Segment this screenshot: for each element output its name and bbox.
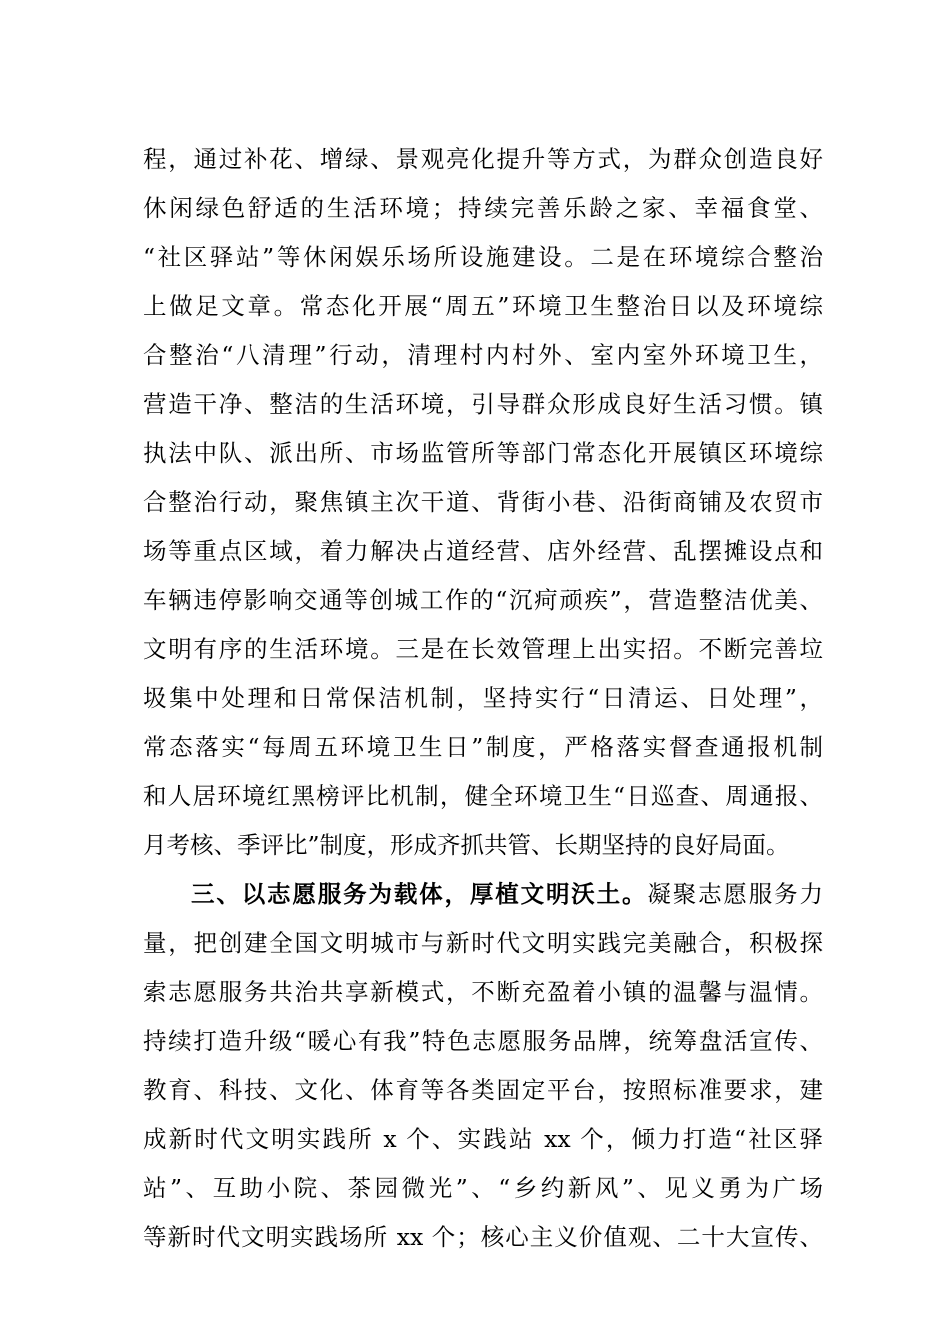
paragraph-2-line-2: 量，把创建全国文明城市与新时代文明实践完美融合，积极探 — [143, 929, 823, 957]
paragraph-1-line-12: 圾集中处理和日常保洁机制，坚持实行“日清运、日处理”， — [143, 684, 823, 712]
paragraph-2-line-6: 成新时代文明实践所 x 个、实践站 xx 个，倾力打造“社区驿 — [143, 1125, 823, 1153]
paragraph-1-line-10: 车辆违停影响交通等创城工作的“沉疴顽疾”，营造整洁优美、 — [143, 586, 823, 614]
paragraph-1-line-9: 场等重点区域，着力解决占道经营、店外经营、乱摆摊设点和 — [143, 537, 823, 565]
paragraph-1-line-11: 文明有序的生活环境。三是在长效管理上出实招。不断完善垃 — [143, 635, 823, 663]
paragraph-2-line-7: 站”、互助小院、茶园微光”、“乡约新风”、见义勇为广场 — [143, 1174, 823, 1202]
paragraph-1-line-4: 上做足文章。常态化开展“周五”环境卫生整治日以及环境综 — [143, 292, 823, 320]
paragraph-2-line-3: 索志愿服务共治共享新模式，不断充盈着小镇的温馨与温情。 — [143, 978, 823, 1006]
paragraph-2-line-1 — [191, 872, 823, 916]
paragraph-1-line-6: 营造干净、整洁的生活环境，引导群众形成良好生活习惯。镇 — [143, 390, 823, 418]
paragraph-1-line-15: 月考核、季评比”制度，形成齐抓共管、长期坚持的良好局面。 — [143, 831, 790, 859]
paragraph-2-line-8: 等新时代文明实践场所 xx 个；核心主义价值观、二十大宣传、 — [143, 1223, 823, 1251]
paragraph-1-line-13: 常态落实“每周五环境卫生日”制度，严格落实督查通报机制 — [143, 733, 823, 761]
paragraph-1-line-5: 合整治“八清理”行动，清理村内村外、室内室外环境卫生， — [143, 341, 823, 369]
paragraph-1-line-3: “社区驿站”等休闲娱乐场所设施建设。二是在环境综合整治 — [143, 243, 823, 271]
section-heading: 三、以志愿服务为载体，厚植文明沃土。 — [191, 880, 648, 908]
paragraph-2-line-1-rest: 凝聚志愿服务力 — [647, 880, 823, 908]
paragraph-2-line-5: 教育、科技、文化、体育等各类固定平台，按照标准要求，建 — [143, 1076, 823, 1104]
paragraph-1-line-8: 合整治行动，聚焦镇主次干道、背街小巷、沿街商铺及农贸市 — [143, 488, 823, 516]
paragraph-1-line-14: 和人居环境红黑榜评比机制，健全环境卫生“日巡查、周通报、 — [143, 782, 823, 810]
paragraph-2-line-4: 持续打造升级“暖心有我”特色志愿服务品牌，统筹盘活宣传、 — [143, 1027, 823, 1055]
paragraph-1-line-1: 程，通过补花、增绿、景观亮化提升等方式，为群众创造良好 — [143, 145, 823, 173]
paragraph-1-line-7: 执法中队、派出所、市场监管所等部门常态化开展镇区环境综 — [143, 439, 823, 467]
paragraph-1-line-2: 休闲绿色舒适的生活环境；持续完善乐龄之家、幸福食堂、 — [143, 194, 823, 222]
